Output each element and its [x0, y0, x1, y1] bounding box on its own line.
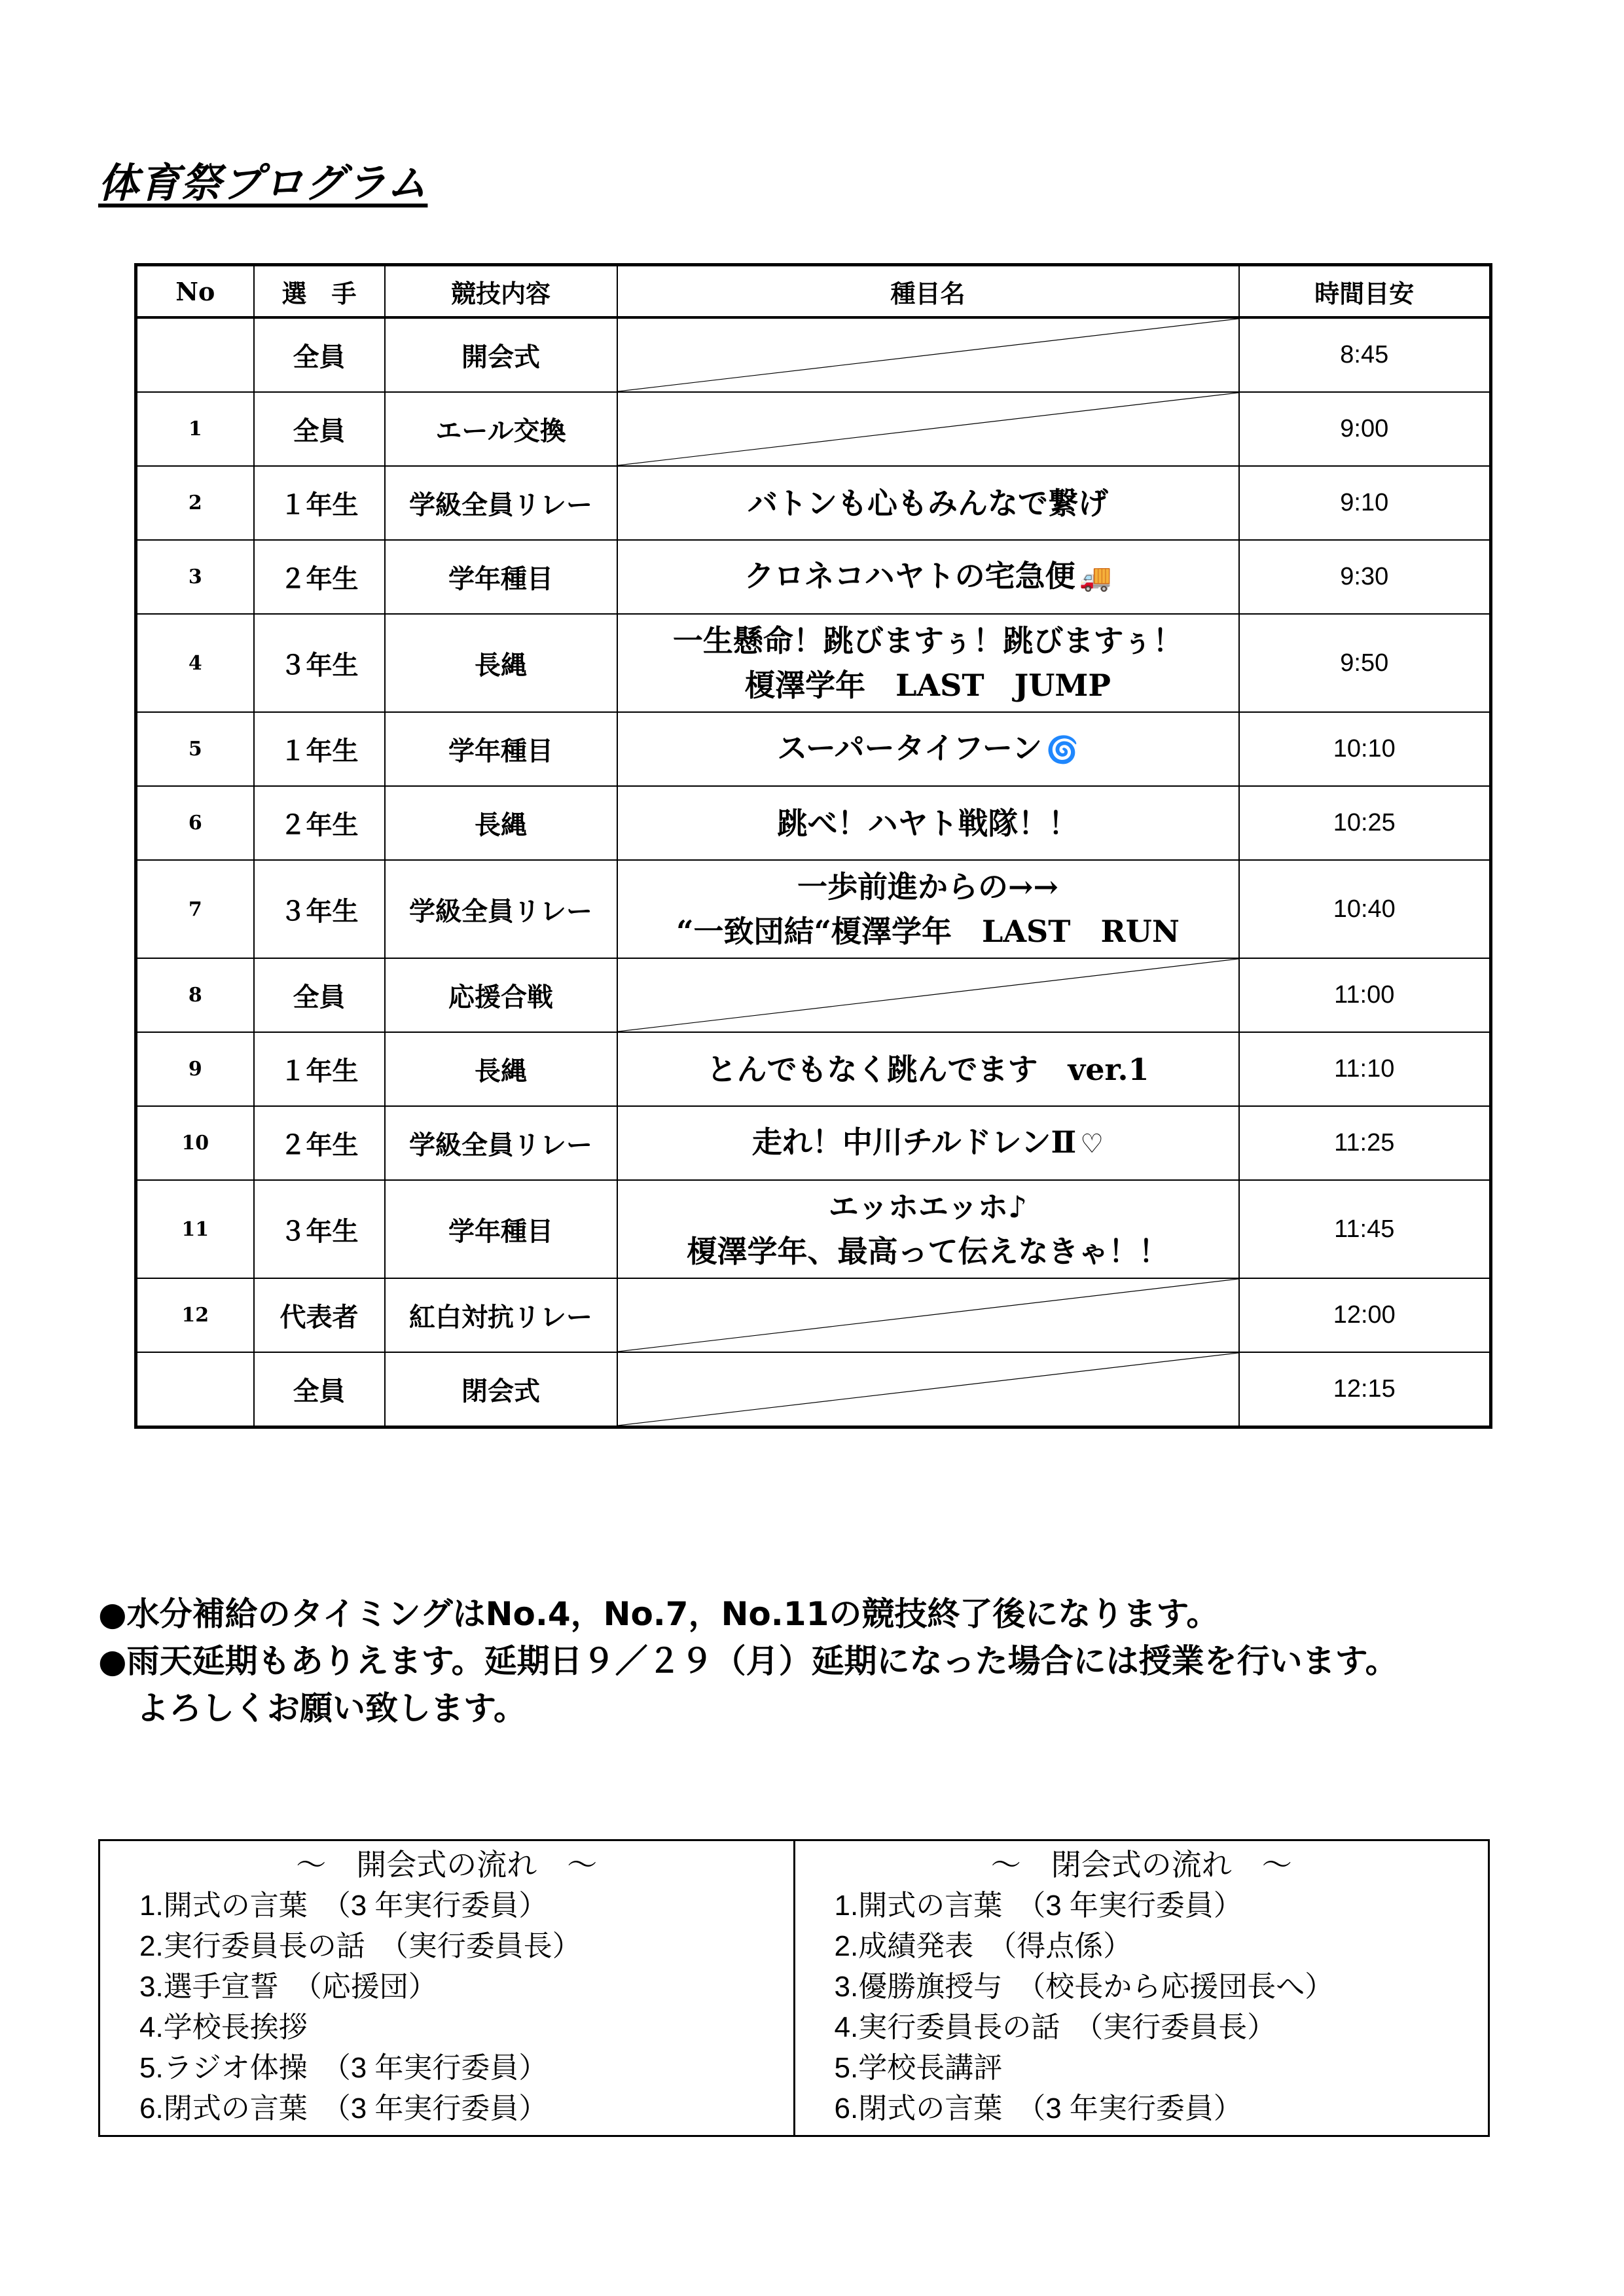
- row-name-empty: [617, 958, 1239, 1032]
- list-item: 4.学校長挨拶: [139, 2011, 308, 2043]
- diagonal-slash: [618, 959, 1238, 1031]
- row-player: 全員: [254, 392, 385, 466]
- list-item: 5.ラジオ体操 （3 年実行委員）: [139, 2052, 548, 2084]
- row-name: [617, 786, 1239, 860]
- row-event: 学級全員リレー: [385, 466, 617, 540]
- row-name-line: クロネコハヤトの宅急便: [744, 558, 1075, 594]
- row-time: 8:45: [1239, 317, 1491, 392]
- row-time: 9:30: [1239, 540, 1491, 614]
- table-row: [136, 392, 1491, 466]
- list-item: 3.優勝旗授与 （校長から応援団長へ）: [834, 1971, 1334, 2003]
- note-rain: ●雨天延期もありえます。延期日９／２９（月）延期になった場合には授業を行います。: [98, 1642, 1398, 1680]
- row-event: 長縄: [385, 786, 617, 860]
- ceremony-flow-box: [98, 1839, 1490, 2137]
- row-name-line: 一歩前進からの→→: [797, 869, 1059, 905]
- table-row: [136, 786, 1491, 860]
- row-time: 12:15: [1239, 1352, 1491, 1427]
- row-no: 11: [136, 1180, 254, 1278]
- note-closing: よろしくお願い致します。: [136, 1689, 526, 1727]
- list-item: 6.閉式の言葉 （3 年実行委員）: [834, 2092, 1242, 2125]
- table-row: [136, 958, 1491, 1032]
- row-name-empty: [617, 392, 1239, 466]
- row-name-line: とんでもなく跳んでます ver.1: [706, 1051, 1149, 1087]
- row-player: １年生: [254, 1032, 385, 1106]
- table-row: [136, 1180, 1491, 1278]
- row-no: 7: [136, 860, 254, 958]
- row-name: [617, 466, 1239, 540]
- row-event: 学年種目: [385, 1180, 617, 1278]
- table-header-row: [136, 265, 1491, 318]
- table-row: [136, 1352, 1491, 1427]
- list-item: 2.成績発表 （得点係）: [834, 1930, 1132, 1962]
- row-time: 10:40: [1239, 860, 1491, 958]
- table-row: [136, 317, 1491, 392]
- table-row: [136, 614, 1491, 712]
- row-time: 12:00: [1239, 1278, 1491, 1352]
- row-time: 10:25: [1239, 786, 1491, 860]
- page-title: 体育祭プログラム: [98, 159, 428, 207]
- header-name: 種目名: [617, 265, 1239, 318]
- row-name: [617, 1180, 1239, 1278]
- table-row: [136, 860, 1491, 958]
- row-name-line: 榎澤学年 LAST JUMP: [745, 668, 1111, 703]
- header-player: 選 手: [254, 265, 385, 318]
- row-event: 紅白対抗リレー: [385, 1278, 617, 1352]
- row-player: 全員: [254, 958, 385, 1032]
- row-no: 1: [136, 392, 254, 466]
- typhoon-icon: 🌀: [1046, 734, 1079, 765]
- truck-icon: 🚚: [1079, 562, 1112, 593]
- program-table: [134, 263, 1492, 1429]
- list-item: 3.選手宣誓 （応援団）: [139, 1971, 437, 2003]
- row-no: 8: [136, 958, 254, 1032]
- row-player: １年生: [254, 466, 385, 540]
- row-no: 5: [136, 712, 254, 786]
- row-time: 10:10: [1239, 712, 1491, 786]
- row-event: 学級全員リレー: [385, 860, 617, 958]
- row-player: ３年生: [254, 1180, 385, 1278]
- list-item: 4.実行委員長の話 （実行委員長）: [834, 2011, 1276, 2043]
- row-time: 9:00: [1239, 392, 1491, 466]
- row-name-line: 跳べ！ハヤト戦隊！！: [777, 805, 1079, 841]
- row-player: 代表者: [254, 1278, 385, 1352]
- table-row: [136, 1106, 1491, 1180]
- row-player: ２年生: [254, 540, 385, 614]
- heart-icon: ♡: [1080, 1128, 1104, 1159]
- row-name: [617, 860, 1239, 958]
- list-item: 6.閉式の言葉 （3 年実行委員）: [139, 2092, 548, 2125]
- row-player: ２年生: [254, 1106, 385, 1180]
- row-event: 応援合戦: [385, 958, 617, 1032]
- row-name-line: エッホエッホ♪: [828, 1189, 1028, 1225]
- row-event: 学年種目: [385, 540, 617, 614]
- opening-flow-list: [139, 1886, 793, 2129]
- header-no: No: [136, 265, 254, 318]
- list-item: 1.開式の言葉 （3 年実行委員）: [139, 1890, 548, 1922]
- table-row: [136, 540, 1491, 614]
- row-player: ２年生: [254, 786, 385, 860]
- row-no: 9: [136, 1032, 254, 1106]
- closing-flow-list: [835, 1886, 1489, 2129]
- row-name-line: スーパータイフーン: [777, 730, 1042, 766]
- row-no: 4: [136, 614, 254, 712]
- header-event: 競技内容: [385, 265, 617, 318]
- table-row: [136, 712, 1491, 786]
- row-name-empty: [617, 317, 1239, 392]
- list-item: 1.開式の言葉 （3 年実行委員）: [834, 1890, 1242, 1922]
- list-item: 2.実行委員長の話 （実行委員長）: [139, 1930, 581, 1962]
- row-time: 9:50: [1239, 614, 1491, 712]
- row-name: [617, 1032, 1239, 1106]
- row-event: 学年種目: [385, 712, 617, 786]
- row-player: 全員: [254, 1352, 385, 1427]
- row-name-line: 一生懸命！跳びますぅ！跳びますぅ！: [672, 623, 1183, 658]
- table-row: [136, 1032, 1491, 1106]
- diagonal-slash: [618, 1353, 1238, 1426]
- diagonal-slash: [618, 319, 1238, 391]
- row-player: 全員: [254, 317, 385, 392]
- row-name: [617, 614, 1239, 712]
- row-no: 12: [136, 1278, 254, 1352]
- row-time: 11:25: [1239, 1106, 1491, 1180]
- row-name-line: 榎澤学年、最高って伝えなきゃ！！: [687, 1234, 1169, 1269]
- note-hydration: ●水分補給のタイミングはNo.4，No.7，No.11の競技終了後になります。: [98, 1595, 1219, 1633]
- row-name-line: “一致団結“榎澤学年 LAST RUN: [676, 914, 1180, 949]
- diagonal-slash: [618, 1279, 1238, 1352]
- row-no: [136, 317, 254, 392]
- row-player: １年生: [254, 712, 385, 786]
- row-time: 11:00: [1239, 958, 1491, 1032]
- row-event: 長縄: [385, 1032, 617, 1106]
- row-event: 開会式: [385, 317, 617, 392]
- row-time: 9:10: [1239, 466, 1491, 540]
- notes: [98, 1590, 1398, 1732]
- row-name-line: バトンも心もみんなで繋げ: [747, 485, 1109, 521]
- row-event: 長縄: [385, 614, 617, 712]
- row-no: 3: [136, 540, 254, 614]
- row-name: [617, 712, 1239, 786]
- row-no: 6: [136, 786, 254, 860]
- header-time: 時間目安: [1239, 265, 1491, 318]
- row-player: ３年生: [254, 860, 385, 958]
- closing-flow-heading: ～ 閉会式の流れ ～: [990, 1848, 1292, 1882]
- row-time: 11:10: [1239, 1032, 1491, 1106]
- row-event: エール交換: [385, 392, 617, 466]
- row-name: [617, 540, 1239, 614]
- row-no: 10: [136, 1106, 254, 1180]
- row-name-line: 走れ！中川チルドレンⅡ: [751, 1124, 1077, 1160]
- row-name: [617, 1106, 1239, 1180]
- diagonal-slash: [618, 393, 1238, 465]
- opening-flow: [100, 1841, 793, 2135]
- row-name-empty: [617, 1352, 1239, 1427]
- row-no: [136, 1352, 254, 1427]
- row-no: 2: [136, 466, 254, 540]
- row-name-empty: [617, 1278, 1239, 1352]
- list-item: 5.学校長講評: [834, 2052, 1003, 2084]
- program-body: [136, 317, 1491, 1427]
- row-event: 閉会式: [385, 1352, 617, 1427]
- row-player: ３年生: [254, 614, 385, 712]
- table-row: [136, 466, 1491, 540]
- opening-flow-heading: ～ 開会式の流れ ～: [296, 1848, 598, 1882]
- closing-flow: [793, 1841, 1489, 2135]
- row-time: 11:45: [1239, 1180, 1491, 1278]
- table-row: [136, 1278, 1491, 1352]
- row-event: 学級全員リレー: [385, 1106, 617, 1180]
